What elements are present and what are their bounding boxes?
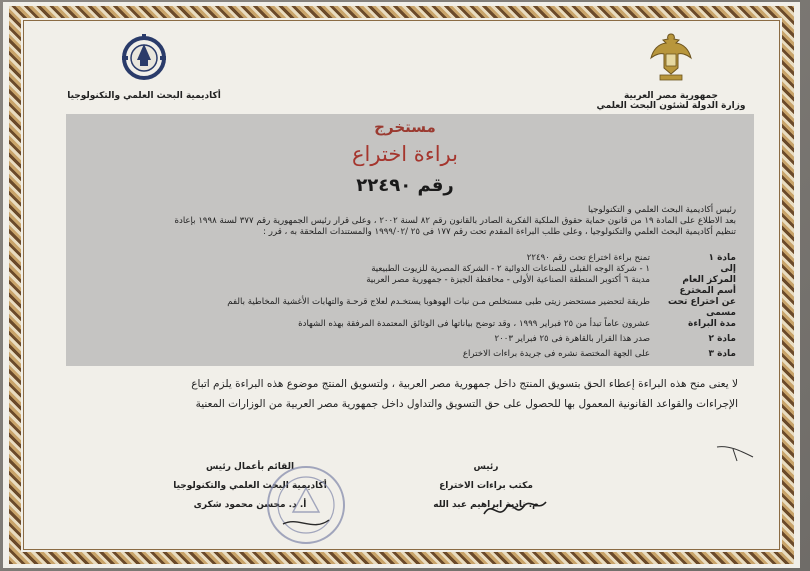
- signature-title: القائم بأعمال رئيس: [205, 462, 295, 472]
- article-label: مادة ٣: [708, 349, 736, 359]
- document-title: براءة اختراع: [352, 142, 458, 166]
- article-row: [64, 286, 736, 297]
- signature-title: رئيس: [473, 462, 499, 472]
- handwritten-mark-icon: [715, 443, 755, 465]
- article-value: ١ - شركة الوجه القبلى للصناعات الدوائية ٢ - الشركة المصرية للزيوت الطبيعية: [371, 264, 650, 274]
- header-right: [576, 30, 766, 111]
- article-value: مدينة ٦ أكتوبر المنطقة الصناعية الأولى - محافظة الجيزة - جمهورية مصر العربية: [366, 275, 650, 285]
- article-value: طريقة لتحضير مستحضر زيتى طبى مستخلص مـن نبات الهوهوبا يستخـدم لعلاج قرحـة والتهابات الأغشية المخاطية بالفم: [227, 297, 650, 307]
- official-stamp-icon: [263, 462, 349, 548]
- header-ministry: وزارة الدولة لشئون البحث العلمي: [596, 101, 746, 111]
- eagle-emblem-icon: [648, 30, 694, 82]
- article-row: [64, 275, 736, 286]
- intro-line: رئيس أكاديمية البحث العلمي و التكنولوجيا: [587, 205, 736, 215]
- article-value: عشرون عاماً تبدأ من ٢٥ فبراير ١٩٩٩ ، وقد توضح بياناتها فى الوثائق المعتمدة المرفقة بهذه الشهادة: [298, 319, 650, 329]
- article-value: تمنح براءة اختراع تحت رقم ٢٢٤٩٠: [526, 253, 650, 263]
- article-value: على الجهة المختصة نشره فى جريدة براءات الاختراع: [462, 349, 650, 359]
- disclaimer-line: لا يعنى منح هذه البراءة إعطاء الحق بتسويق المنتج داخل جمهورية مصر العربية ، ولتسويق المنتج موضوع هذه البراءة يلزم اتباع: [191, 378, 738, 390]
- signature-name: أ. د. محسن محمود شكرى: [193, 500, 307, 510]
- patent-number: رقم ٢٢٤٩٠: [356, 175, 454, 196]
- article-value: [64, 286, 650, 297]
- article-value: صدر هذا القرار بالقاهرة فى ٢٥ فبراير ٢٠٠٣: [494, 334, 650, 344]
- header-country: جمهورية مصر العربية: [623, 91, 719, 101]
- signature-org: أكاديمية البحث العلمي والتكنولوجيا: [173, 481, 327, 491]
- article-label: عن اختراع تحت مسمى: [668, 297, 736, 318]
- article-label: مادة ١: [708, 253, 736, 263]
- document-subtitle: مستخرج: [374, 118, 436, 136]
- signature-scribble-icon: [480, 490, 550, 524]
- signature-name: م. نادية ابراهيم عبد الله: [433, 500, 539, 510]
- article-label: أسم المخترع: [679, 286, 736, 296]
- disclaimer-text: [78, 374, 738, 414]
- article-row: [64, 253, 736, 264]
- article-label: مادة ٢: [708, 334, 736, 344]
- intro-line: بعد الاطلاع على المادة ١٩ من قانون حماية حقوق الملكية الفكرية الصادر بالقانون رقم ٨٢ لسنة ٢٠٠٢ ، وعلى قرار رئيس الجمهورية رقم ٣٧٧ لسنة ١٩٩٨ بإعادة: [174, 216, 736, 226]
- article-row: [64, 264, 736, 275]
- article-label: إلى: [720, 264, 736, 274]
- signature-org: مكتب براءات الاختراع: [439, 481, 533, 491]
- intro-line: تنظيم أكاديمية البحث العلمي والتكنولوجيا ، وعلى طلب البراءة المقدم تحت رقم ١٧٧ فى ٢٥ /١٩٩٩/٠٢ والمستندات الملحقة به ، قرر :: [263, 227, 736, 237]
- article-row: [64, 319, 736, 330]
- article-row: [64, 297, 736, 319]
- article-row: [64, 349, 736, 360]
- article-label: مدة البراءة: [688, 319, 736, 329]
- article-label: المركز العام: [682, 275, 736, 285]
- intro-text: [64, 205, 736, 238]
- article-row: [64, 334, 736, 345]
- disclaimer-line: الإجراءات والقواعد القانونية المعمول بها للحصول على حق التسويق والتداول داخل جمهورية مصر العربية من الوزارات المعنية: [195, 398, 738, 410]
- academy-logo-icon: [117, 30, 171, 82]
- articles-list: [64, 253, 736, 360]
- header-left: [44, 30, 244, 101]
- header-academy: أكاديمية البحث العلمي والتكنولوجيا: [67, 91, 221, 101]
